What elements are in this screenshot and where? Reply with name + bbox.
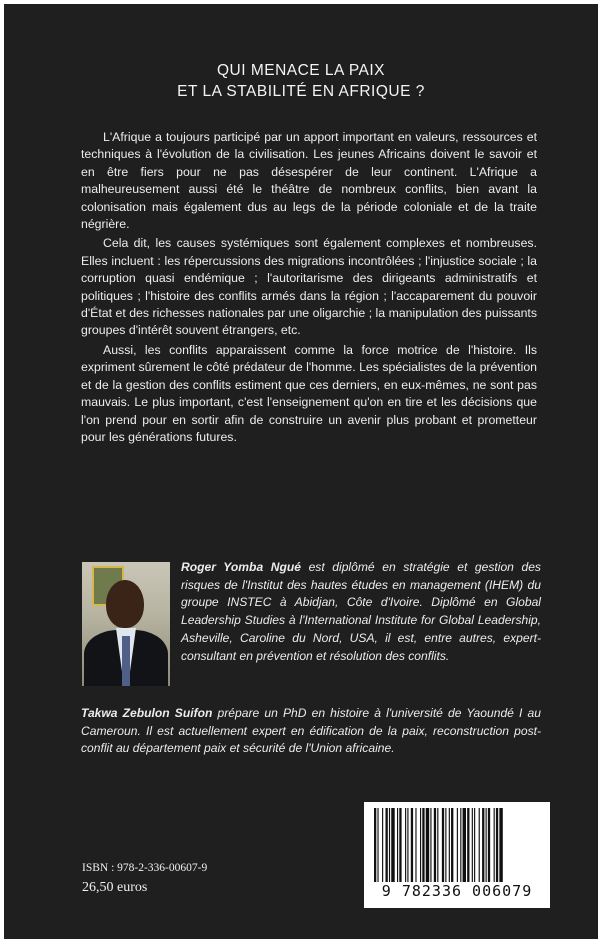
price: 26,50 euros [82,880,148,895]
back-cover [4,4,598,939]
author-1-bio-text: est diplômé en stratégie et gestion des risques de l'Institut des hautes études en management (IHEM) du groupe INSTEC à Abidjan, Côte d'Ivoire. Diplômé en Global Leadership Studies à l'International Institute for Global Leadership, Asheville, Caroline du Nord, USA, il est, entre autres, expert-consultant en prévention et résolution des conflits. [181,560,541,663]
blurb-paragraph-3: Aussi, les conflits apparaissent comme la force motrice de l'histoire. Ils expriment sûrement le côté prédateur de l'homme. Les spécialistes de la prévention et de la gestion des conflits estiment que ces derniers, en eux-mêmes, ne sont pas mauvais. Le plus important, c'est l'enseignement qu'on en tire et les décisions que l'on prend pour en sortir afin de construire un avenir plus probant et prometteur pour les générations futures. [81,342,537,444]
blurb [81,129,537,448]
photo-tie [122,636,130,686]
author-1-name: Roger Yomba Ngué [181,560,301,574]
author-2-bio [81,705,541,758]
barcode-number: 9 782336 006079 [381,882,533,900]
author-photo [82,562,170,686]
blurb-paragraph-1: L'Afrique a toujours participé par un apport important en valeurs, ressources et techniques à l'évolution de la civilisation. Les jeunes Africains doivent le savoir et en être fiers pour ne pas désespérer de leur continent. L'Afrique a malheureusement aussi été le théâtre de nombreux conflits, bien avant la colonisation mais également dus au legs de la période coloniale et de la traite négrière. [81,130,537,232]
barcode [364,802,550,908]
barcode-bars [372,808,542,882]
blurb-paragraph-2: Cela dit, les causes systémiques sont également complexes et nombreuses. Elles incluent : les répercussions des migrations incontrôlées ; l'injustice sociale ; la corruption quasi endémique ; l'autoritarisme des dirigeants administratifs et politiques ; l'histoire des conflits armés dans la région ; l'accaparement du pouvoir d'État et des richesses nationales par une oligarchie ; la manipulation des puissants groupes d'intérêt souvent étrangers, etc. [81,236,537,338]
author-1-bio [181,559,541,665]
isbn: ISBN : 978-2-336-00607-9 [82,862,208,874]
title-line-1: QUI MENACE LA PAIX [216,62,386,79]
author-2-bio-text: prépare un PhD en histoire à l'université de Yaoundé I au Cameroun. Il est actuellement expert en édification de la paix, reconstruction post-conflit au département paix et sécurité de l'Union africaine. [81,706,541,756]
book-title [4,60,598,102]
photo-head [106,580,144,628]
title-line-2: ET LA STABILITÉ EN AFRIQUE ? [177,83,425,100]
author-2-name: Takwa Zebulon Suifon [81,706,213,720]
